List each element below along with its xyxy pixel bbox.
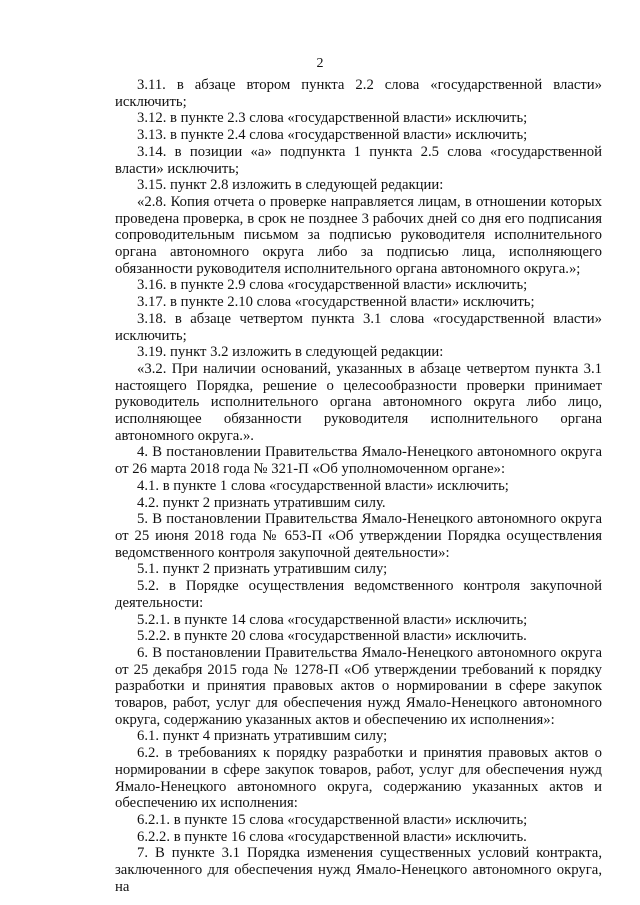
paragraph-3-14: 3.14. в позиции «а» подпункта 1 пункта 2.5 слова «государственной власти» исключить; [115,143,602,177]
paragraph-4-1: 4.1. в пункте 1 слова «государственной власти» исключить; [137,477,509,494]
paragraph-3-17: 3.17. в пункте 2.10 слова «государственной власти» исключить; [137,294,535,311]
document-body [115,77,602,895]
paragraph-3-19: 3.19. пункт 3.2 изложить в следующей редакции: [137,344,444,361]
paragraph-5-2-2: 5.2.2. в пункте 20 слова «государственной власти» исключить. [137,628,527,645]
paragraph-2-8-quote: «2.8. Копия отчета о проверке направляется лицам, в отношении которых проведена проверка, в срок не позднее 3 рабочих дней со дня его подписания сопроводительным письмом за подписью руководителя исполнительного органа автономного округа либо за подписью лица, исполняющего обязанности руководителя исполнительного органа автономного округа.»; [115,193,602,277]
paragraph-6-2-1: 6.2.1. в пункте 15 слова «государственной власти» исключить; [137,811,528,828]
paragraph-6-1: 6.1. пункт 4 признать утратившим силу; [137,728,388,745]
paragraph-6-2-2: 6.2.2. в пункте 16 слова «государственной власти» исключить. [137,828,527,845]
paragraph-3-2-quote: «3.2. При наличии оснований, указанных в абзаце четвертом пункта 3.1 настоящего Порядка, решение о целесообразности проверки принимает руководитель исполнительного органа автономного округа либо лицо, исполняющее обязанности руководителя исполнительного органа автономного округа.». [115,360,602,444]
paragraph-5: 5. В постановлении Правительства Ямало-Ненецкого автономного округа от 25 июня 2018 года № 653-П «Об утверждении Порядка осуществления ведомственного контроля закупочной деятельности»: [115,511,602,561]
paragraph-3-18: 3.18. в абзаце четвертом пункта 3.1 слова «государственной власти» исключить; [115,310,602,344]
paragraph-7: 7. В пункте 3.1 Порядка изменения существенных условий контракта, заключенного для обеспечения нужд Ямало-Ненецкого автономного округа, на [115,845,602,895]
paragraph-6-2: 6.2. в требованиях к порядку разработки и принятия правовых актов о нормировании в сфере закупок товаров, работ, услуг для обеспечения нужд Ямало-Ненецкого автономного округа, содержанию указанных актов и обеспечению их исполнения: [115,745,602,812]
paragraph-3-16: 3.16. в пункте 2.9 слова «государственной власти» исключить; [137,277,528,294]
paragraph-3-12: 3.12. в пункте 2.3 слова «государственной власти» исключить; [137,110,528,127]
paragraph-4: 4. В постановлении Правительства Ямало-Ненецкого автономного округа от 26 марта 2018 года № 321-П «Об уполномоченном органе»: [115,444,602,478]
paragraph-3-15: 3.15. пункт 2.8 изложить в следующей редакции: [137,177,444,194]
paragraph-6: 6. В постановлении Правительства Ямало-Ненецкого автономного округа от 25 декабря 2015 года № 1278-П «Об утверждении требований к порядку разработки и принятия правовых актов о нормировании в сфере закупок товаров, работ, услуг для обеспечения нужд Ямало-Ненецкого автономного округа, содержанию указанных актов и обеспечению их исполнения»: [115,644,602,728]
paragraph-5-2: 5.2. в Порядке осуществления ведомственного контроля закупочной деятельности: [115,578,602,611]
paragraph-3-11: 3.11. в абзаце втором пункта 2.2 слова «государственной власти» исключить; [115,77,602,110]
paragraph-5-2-1: 5.2.1. в пункте 14 слова «государственной власти» исключить; [137,611,528,628]
paragraph-5-1: 5.1. пункт 2 признать утратившим силу; [137,561,388,578]
paragraph-3-13: 3.13. в пункте 2.4 слова «государственной власти» исключить; [137,127,528,144]
page-number: 2 [316,56,324,71]
paragraph-4-2: 4.2. пункт 2 признать утратившим силу. [137,494,386,511]
